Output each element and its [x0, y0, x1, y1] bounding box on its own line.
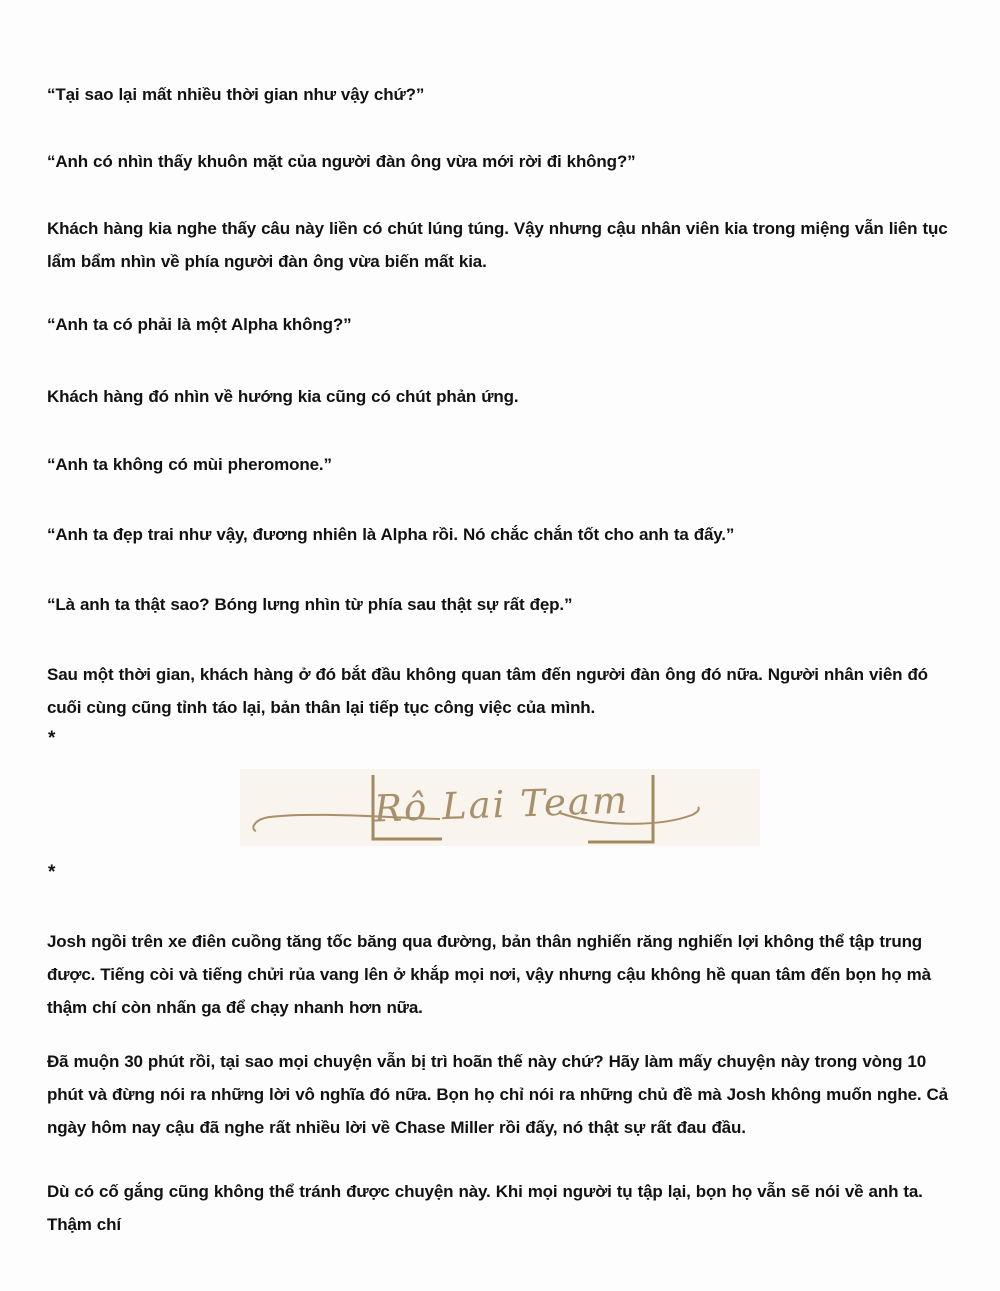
section-separator-asterisk: *	[48, 728, 56, 749]
paragraph: “Tại sao lại mất nhiều thời gian như vậy chứ?”	[47, 85, 425, 104]
paragraph: Josh ngồi trên xe điên cuồng tăng tốc băng qua đường, bản thân nghiến răng nghiến lợi không thể tập trung được. Tiếng còi và tiếng chửi rủa vang lên ở khắp mọi nơi, vậy nhưng cậu không hề quan tâm đến bọn họ mà thậm chí còn nhấn ga để chạy nhanh hơn nữa.	[47, 932, 931, 1017]
paragraph: “Anh có nhìn thấy khuôn mặt của người đàn ông vừa mới rời đi không?”	[47, 152, 636, 171]
paragraph: Dù có cố gắng cũng không thể tránh được chuyện này. Khi mọi người tụ tập lại, bọn họ vẫn sẽ nói về anh ta. Thậm chí	[47, 1182, 923, 1234]
paragraph: “Anh ta đẹp trai như vậy, đương nhiên là Alpha rồi. Nó chắc chắn tốt cho anh ta đấy.”	[47, 525, 735, 544]
paragraph: Đã muộn 30 phút rồi, tại sao mọi chuyện vẫn bị trì hoãn thế này chứ? Hãy làm mấy chuyện này trong vòng 10 phút và đừng nói ra những lời vô nghĩa đó nữa. Bọn họ chỉ nói ra những chủ đề mà Josh không muốn nghe. Cả ngày hôm nay cậu đã nghe rất nhiều lời về Chase Miller rồi đấy, nó thật sự rất đau đầu.	[47, 1052, 948, 1137]
paragraph: “Là anh ta thật sao? Bóng lưng nhìn từ phía sau thật sự rất đẹp.”	[47, 595, 573, 614]
paragraph: Sau một thời gian, khách hàng ở đó bắt đầu không quan tâm đến người đàn ông đó nữa. Người nhân viên đó cuối cùng cũng tỉnh táo lại, bản thân lại tiếp tục công việc của mình.	[47, 665, 928, 717]
section-separator-asterisk: *	[48, 862, 56, 883]
paragraph: Khách hàng kia nghe thấy câu này liền có chút lúng túng. Vậy nhưng cậu nhân viên kia trong miệng vẫn liên tục lẩm bẩm nhìn về phía người đàn ông vừa biến mất kia.	[47, 219, 948, 271]
paragraph: Khách hàng đó nhìn về hướng kia cũng có chút phản ứng.	[47, 387, 519, 406]
paragraph: “Anh ta có phải là một Alpha không?”	[47, 315, 352, 334]
translation-team-watermark	[240, 769, 760, 846]
watermark-team-name: Rô Lai Team	[373, 778, 630, 831]
paragraph: “Anh ta không có mùi pheromone.”	[47, 455, 332, 474]
